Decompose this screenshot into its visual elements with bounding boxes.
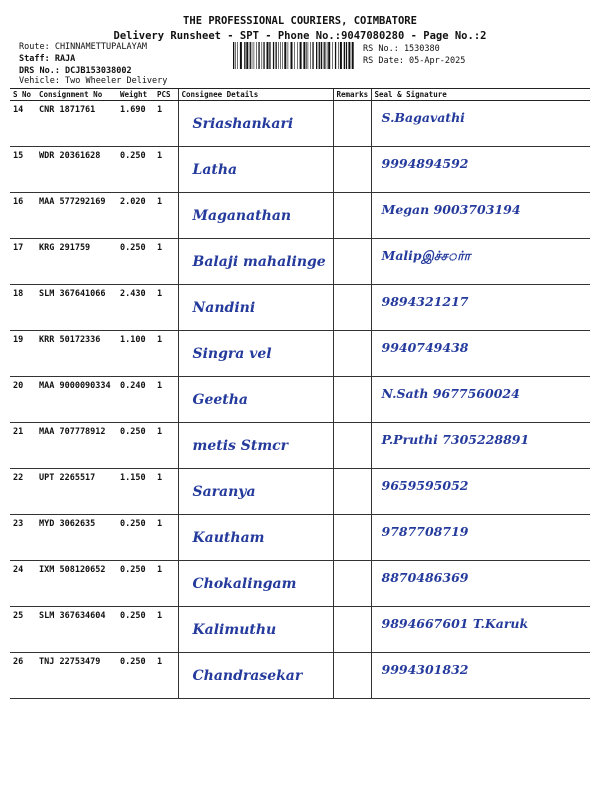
remarks-cell: [333, 515, 371, 561]
consignee-cell: [178, 101, 333, 147]
weight-cell: 0.250: [117, 147, 154, 193]
handwritten-consignee: Singra vel: [192, 346, 272, 362]
pcs-cell: 1: [154, 331, 178, 377]
weight-cell: 0.240: [117, 377, 154, 423]
consignee-cell: [178, 653, 333, 699]
table-row: [10, 653, 590, 699]
consignment-cell: CNR 1871761: [36, 101, 117, 147]
col-header-weight: Weight: [117, 89, 154, 101]
table-row: [10, 377, 590, 423]
sno-cell: 14: [10, 101, 36, 147]
pcs-cell: 1: [154, 377, 178, 423]
consignee-cell: [178, 607, 333, 653]
runsheet-subtitle: Delivery Runsheet - SPT - Phone No.:9047080280 - Page No.:2: [113, 30, 487, 42]
weight-cell: 0.250: [117, 653, 154, 699]
handwritten-signature: Megan 9003703194: [381, 202, 521, 217]
consignee-cell: [178, 147, 333, 193]
remarks-cell: [333, 285, 371, 331]
consignee-cell: [178, 469, 333, 515]
handwritten-signature: 9994894592: [381, 156, 469, 171]
sno-cell: 15: [10, 147, 36, 193]
table-row: [10, 515, 590, 561]
remarks-cell: [333, 239, 371, 285]
remarks-cell: [333, 607, 371, 653]
pcs-cell: 1: [154, 469, 178, 515]
handwritten-consignee: Chokalingam: [192, 576, 297, 592]
remarks-cell: [333, 423, 371, 469]
handwritten-signature: N.Sath 9677560024: [381, 386, 520, 401]
rs-date: RS Date: 05-Apr-2025: [363, 56, 466, 66]
pcs-cell: 1: [154, 423, 178, 469]
sno-cell: 26: [10, 653, 36, 699]
sno-cell: 24: [10, 561, 36, 607]
consignee-cell: [178, 285, 333, 331]
table-row: [10, 423, 590, 469]
staff-label: Staff: RAJA: [19, 54, 76, 64]
sno-cell: 20: [10, 377, 36, 423]
pcs-cell: 1: [154, 607, 178, 653]
route-label: Route: CHINNAMETTUPALAYAM: [19, 42, 147, 52]
handwritten-signature: 9894321217: [381, 294, 469, 309]
col-header-signature: Seal & Signature: [371, 89, 590, 101]
sno-cell: 19: [10, 331, 36, 377]
sno-cell: 16: [10, 193, 36, 239]
runsheet-table: [10, 88, 590, 699]
sno-cell: 23: [10, 515, 36, 561]
consignee-cell: [178, 239, 333, 285]
pcs-cell: 1: [154, 239, 178, 285]
handwritten-signature: 9659595052: [381, 478, 469, 493]
handwritten-consignee: Latha: [192, 162, 238, 178]
signature-cell: [371, 193, 590, 239]
consignment-cell: MYD 3062635: [36, 515, 117, 561]
signature-cell: [371, 469, 590, 515]
remarks-cell: [333, 469, 371, 515]
handwritten-signature: S.Bagavathi: [381, 110, 465, 125]
handwritten-signature: Malipஇச்சர்ா: [381, 248, 471, 263]
sno-cell: 25: [10, 607, 36, 653]
consignment-cell: MAA 577292169: [36, 193, 117, 239]
signature-cell: [371, 607, 590, 653]
weight-cell: 0.250: [117, 561, 154, 607]
consignment-cell: MAA 9000090334: [36, 377, 117, 423]
handwritten-consignee: Kalimuthu: [192, 622, 277, 638]
consignment-cell: SLM 367634604: [36, 607, 117, 653]
consignee-cell: [178, 331, 333, 377]
pcs-cell: 1: [154, 515, 178, 561]
weight-cell: 1.100: [117, 331, 154, 377]
table-row: [10, 101, 590, 147]
weight-cell: 1.690: [117, 101, 154, 147]
handwritten-signature: 8870486369: [381, 570, 469, 585]
pcs-cell: 1: [154, 193, 178, 239]
remarks-cell: [333, 147, 371, 193]
pcs-cell: 1: [154, 561, 178, 607]
handwritten-consignee: Nandini: [192, 300, 256, 316]
handwritten-signature: 9894667601 T.Karuk: [381, 616, 529, 631]
table-row: [10, 193, 590, 239]
weight-cell: 0.250: [117, 239, 154, 285]
consignee-cell: [178, 515, 333, 561]
consignment-cell: MAA 707778912: [36, 423, 117, 469]
remarks-cell: [333, 653, 371, 699]
handwritten-signature: 9940749438: [381, 340, 469, 355]
handwritten-signature: 9787708719: [381, 524, 469, 539]
signature-cell: [371, 285, 590, 331]
consignment-cell: TNJ 22753479: [36, 653, 117, 699]
table-row: [10, 147, 590, 193]
signature-cell: [371, 331, 590, 377]
table-row: [10, 285, 590, 331]
col-header-pcs: PCS: [154, 89, 178, 101]
remarks-cell: [333, 101, 371, 147]
signature-cell: [371, 653, 590, 699]
consignment-cell: WDR 20361628: [36, 147, 117, 193]
signature-cell: [371, 515, 590, 561]
pcs-cell: 1: [154, 285, 178, 331]
table-header-row: [10, 89, 590, 101]
consignee-cell: [178, 193, 333, 239]
consignment-cell: KRG 291759: [36, 239, 117, 285]
barcode-image: [232, 42, 354, 69]
signature-cell: [371, 239, 590, 285]
table-row: [10, 469, 590, 515]
weight-cell: 1.150: [117, 469, 154, 515]
col-header-sno: S No: [10, 89, 36, 101]
rs-number: RS No.: 1530380: [363, 44, 440, 54]
col-header-consignment: Consignment No: [36, 89, 117, 101]
signature-cell: [371, 561, 590, 607]
weight-cell: 0.250: [117, 423, 154, 469]
consignment-cell: UPT 2265517: [36, 469, 117, 515]
remarks-cell: [333, 377, 371, 423]
consignment-cell: SLM 367641066: [36, 285, 117, 331]
weight-cell: 2.020: [117, 193, 154, 239]
table-row: [10, 239, 590, 285]
weight-cell: 2.430: [117, 285, 154, 331]
vehicle-label: Vehicle: Two Wheeler Delivery: [19, 76, 168, 86]
remarks-cell: [333, 331, 371, 377]
pcs-cell: 1: [154, 147, 178, 193]
handwritten-consignee: Geetha: [192, 392, 248, 408]
consignee-cell: [178, 377, 333, 423]
handwritten-consignee: Maganathan: [192, 208, 292, 224]
sno-cell: 22: [10, 469, 36, 515]
sno-cell: 18: [10, 285, 36, 331]
remarks-cell: [333, 193, 371, 239]
handwritten-consignee: Kautham: [192, 530, 265, 546]
company-title: THE PROFESSIONAL COURIERS, COIMBATORE: [183, 15, 417, 27]
col-header-remarks: Remarks: [333, 89, 371, 101]
signature-cell: [371, 377, 590, 423]
weight-cell: 0.250: [117, 607, 154, 653]
handwritten-consignee: Sriashankari: [192, 116, 294, 132]
table-row: [10, 607, 590, 653]
col-header-consignee: Consignee Details: [178, 89, 333, 101]
handwritten-signature: 9994301832: [381, 662, 469, 677]
consignment-cell: KRR 50172336: [36, 331, 117, 377]
pcs-cell: 1: [154, 101, 178, 147]
sno-cell: 17: [10, 239, 36, 285]
handwritten-signature: P.Pruthi 7305228891: [381, 432, 530, 447]
drs-number: DRS No.: DCJB153038002: [19, 66, 132, 76]
sno-cell: 21: [10, 423, 36, 469]
handwritten-consignee: Balaji mahalinge: [192, 254, 326, 270]
signature-cell: [371, 423, 590, 469]
consignee-cell: [178, 423, 333, 469]
table-row: [10, 331, 590, 377]
handwritten-consignee: Saranya: [192, 484, 256, 500]
signature-cell: [371, 147, 590, 193]
remarks-cell: [333, 561, 371, 607]
signature-cell: [371, 101, 590, 147]
consignee-cell: [178, 561, 333, 607]
consignment-cell: IXM 508120652: [36, 561, 117, 607]
pcs-cell: 1: [154, 653, 178, 699]
table-row: [10, 561, 590, 607]
weight-cell: 0.250: [117, 515, 154, 561]
handwritten-consignee: Chandrasekar: [192, 668, 303, 684]
handwritten-consignee: metis Stmcr: [192, 438, 289, 454]
